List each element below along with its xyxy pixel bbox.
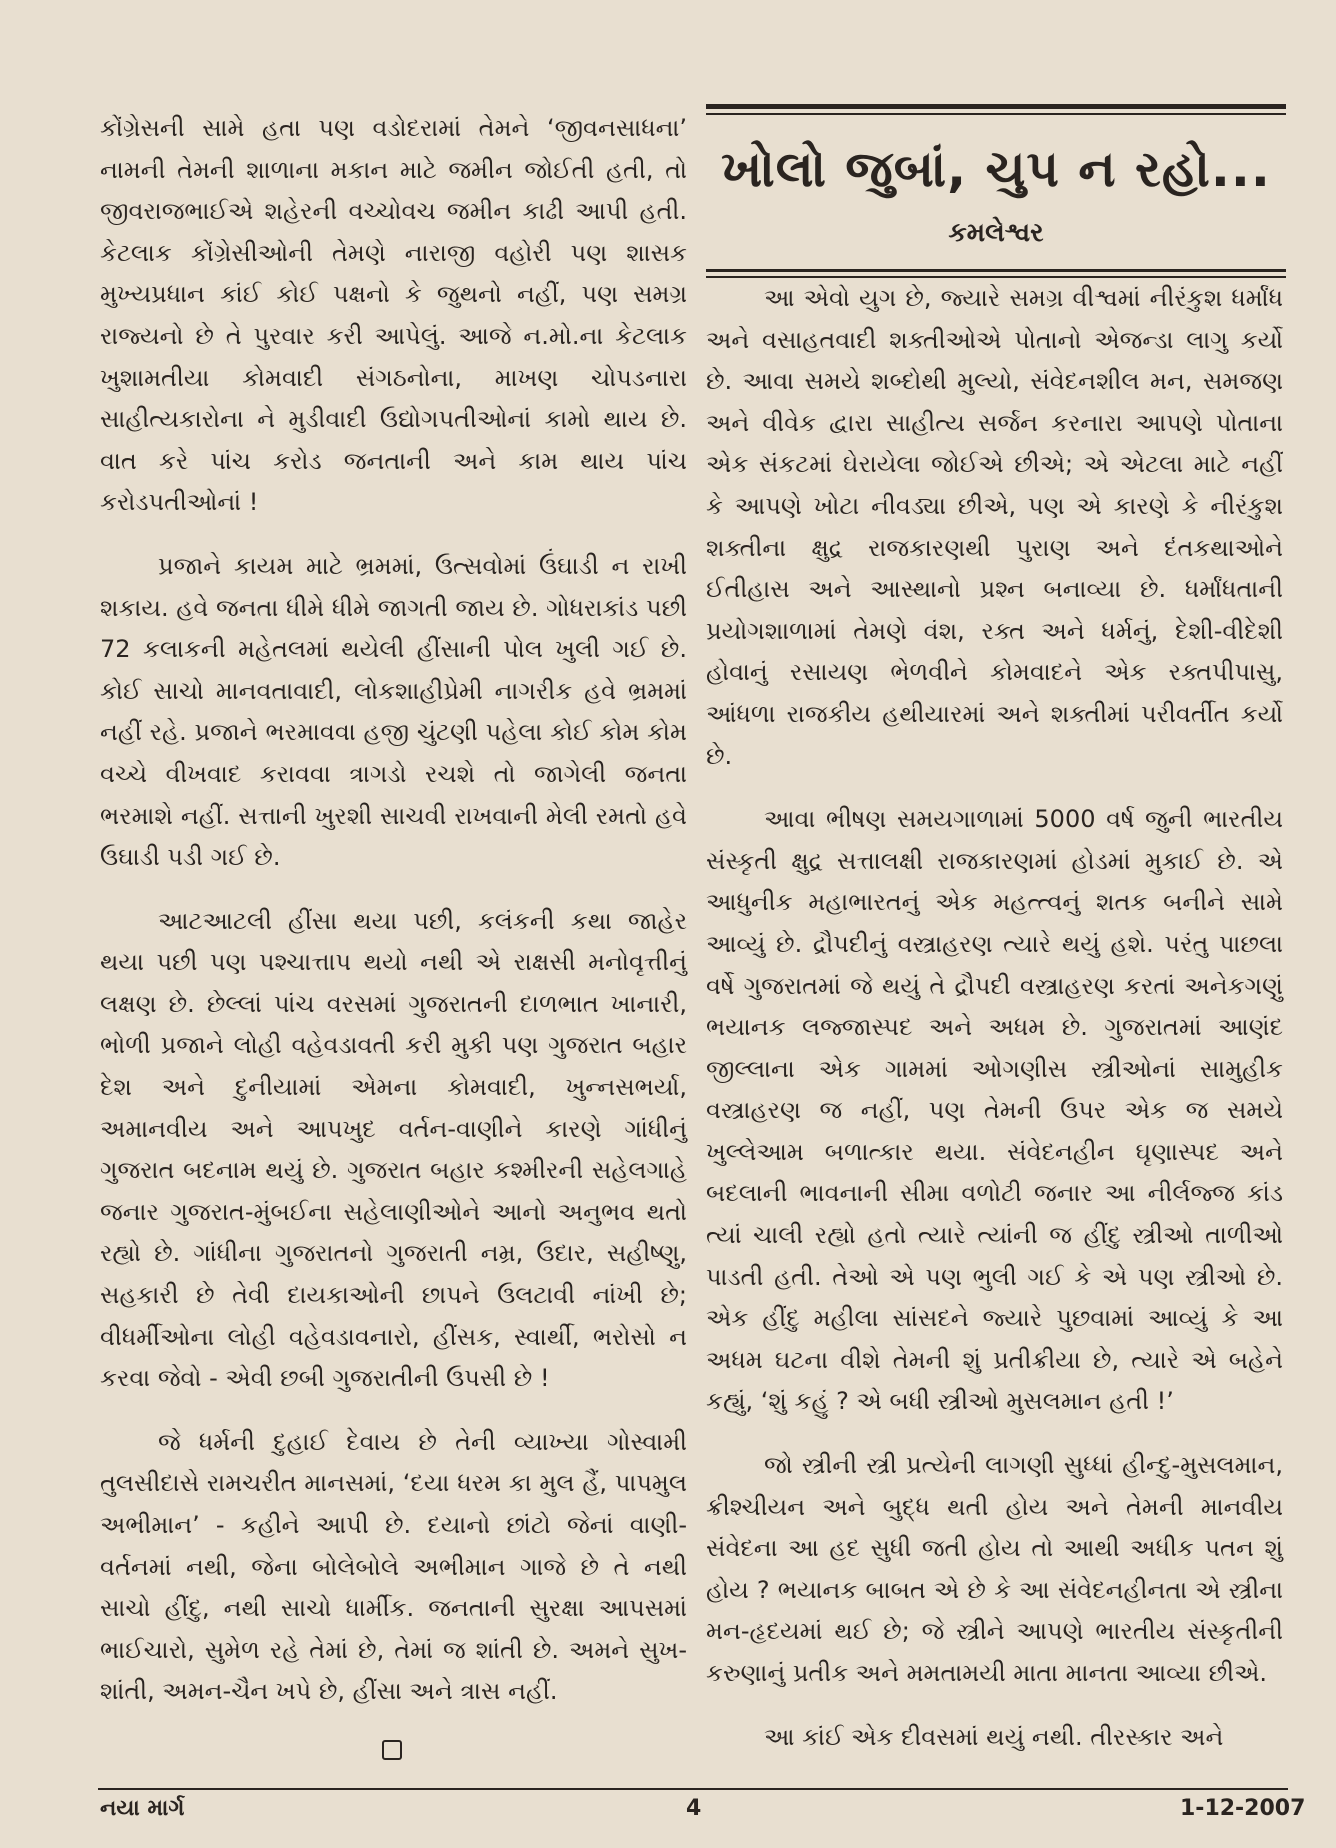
page-number: 4 bbox=[686, 1796, 702, 1821]
paragraph: આટઆટલી હીંસા થયા પછી, કલંકની કથા જાહેર થયા પછી પણ પશ્ચાત્તાપ થયો નથી એ રાક્ષસી મનોવૃત્તીનું લક્ષણ છે. છેલ્લાં પાંચ વરસમાં ગુજરાતની દાળભાત ખાનારી, ભોળી પ્રજાને લોહી વહેવડાવતી કરી મુકી પણ ગુજરાત બહાર દેશ અને દુનીયામાં એમના કોમવાદી, ખુન્નસભર્યા, અમાનવીય અને આપખુદ વર્તન-વાણીને કારણે ગાંધીનું ગુજરાત બદનામ થયું છે. ગુજરાત બહાર કશ્મીરની સહેલગાહે જનાર ગુજરાત-મુંબઈના સહેલાણીઓને આનો અનુભવ થતો રહ્યો છે. ગાંધીના ગુજરાતનો ગુજરાતી નમ્ર, ઉદાર, સહીષ્ણુ, સહકારી છે તેવી દાયકાઓની છાપને ઉલટાવી નાંખી છે; વીધર્મીઓના લોહી વહેવડાવનારો, હીંસક, સ્વાર્થી, ભરોસો ન કરવા જેવો - એવી છબી ગુજરાતીની ઉપસી છે ! bbox=[100, 906, 687, 1393]
article-title: ખોલો જુબાં, ચુપ ન રહો... bbox=[721, 140, 1271, 198]
footer-magazine-name: નયા માર્ગ bbox=[100, 1796, 185, 1821]
left-column bbox=[100, 108, 687, 1735]
divider bbox=[706, 113, 1286, 115]
paragraph: પ્રજાને કાયમ માટે ભ્રમમાં, ઉત્સવોમાં ઉંઘાડી ન રાખી શકાય. હવે જનતા ધીમે ધીમે જાગતી જાય છે. ગોધરાકાંડ પછી 72 કલાકની મહેતલમાં થયેલી હીંસાની પોલ ખુલી ગઈ છે. કોઈ સાચો માનવતાવાદી, લોકશાહીપ્રેમી નાગરીક હવે ભ્રમમાં નહીં રહે. પ્રજાને ભરમાવવા હજી ચુંટણી પહેલા કોઈ કોમ કોમ વચ્ચે વીખવાદ કરાવવા ત્રાગડો રચશે તો જાગેલી જનતા ભરમાશે નહીં. સત્તાની ખુરશી સાચવી રાખવાની મેલી રમતો હવે ઉઘાડી પડી ગઈ છે. bbox=[100, 551, 687, 872]
end-of-article-mark bbox=[382, 1740, 402, 1760]
issue-date: 1-12-2007 bbox=[1180, 1796, 1306, 1821]
paragraph: આ એવો યુગ છે, જ્યારે સમગ્ર વીશ્વમાં નીરંકુશ ધર્માંધ અને વસાહતવાદી શક્તીઓએ પોતાનો એજન્ડા લાગુ કર્યો છે. આવા સમયે શબ્દોથી મુલ્યો, સંવેદનશીલ મન, સમજણ અને વીવેક દ્વારા સાહીત્ય સર્જન કરનારા આપણે પોતાના એક સંકટમાં ઘેરાયેલા જોઈએ છીએ; એ એટલા માટે નહીં કે આપણે ખોટા નીવડ્યા છીએ, પણ એ કારણે કે નીરંકુશ શક્તીના ક્ષુદ્ર રાજકારણથી પુરાણ અને દંતકથાઓને ઈતીહાસ અને આસ્થાનો પ્રશ્ન બનાવ્યા છે. ધર્માંધતાની પ્રયોગશાળામાં તેમણે વંશ, રક્ત અને ધર્મનું, દેશી-વીદેશી હોવાનું રસાયણ ભેળવીને કોમવાદને એક રક્તપીપાસુ, આંધળા રાજકીય હથીયારમાં અને શક્તીમાં પરીવર્તીત કર્યો છે. bbox=[706, 284, 1283, 770]
article-header bbox=[706, 104, 1286, 278]
footer-divider bbox=[98, 1788, 1288, 1790]
right-column bbox=[706, 278, 1283, 1780]
paragraph: આ કાંઈ એક દીવસમાં થયું નથી. તીરસ્કાર અને bbox=[764, 1722, 1224, 1751]
paragraph: આવા ભીષણ સમયગાળામાં 5000 વર્ષ જુની ભારતીય સંસ્કૃતી ક્ષુદ્ર સત્તાલક્ષી રાજકારણમાં હોડમાં મુકાઈ છે. એ આધુનીક મહાભારતનું એક મહત્ત્વનું શતક બનીને સામે આવ્યું છે. દ્રૌપદીનું વસ્ત્રાહરણ ત્યારે થયું હશે. પરંતુ પાછલા વર્ષે ગુજરાતમાં જે થયું તે દ્રૌપદી વસ્ત્રાહરણ કરતાં અનેકગણું ભયાનક લજ્જાસ્પદ અને અધમ છે. ગુજરાતમાં આણંદ જીલ્લાના એક ગામમાં ઓગણીસ સ્ત્રીઓનાં સામુહીક વસ્ત્રાહરણ જ નહીં, પણ તેમની ઉપર એક જ સમયે ખુલ્લેઆમ બળાત્કાર થયા. સંવેદનહીન ઘૃણાસ્પદ અને બદલાની ભાવનાની સીમા વળોટી જનાર આ નીર્લજ્જ કાંડ ત્યાં ચાલી રહ્યો હતો ત્યારે ત્યાંની જ હીંદુ સ્ત્રીઓ તાળીઓ પાડતી હતી. તેઓ એ પણ ભુલી ગઈ કે એ પણ સ્ત્રીઓ છે. એક હીંદુ મહીલા સાંસદને જ્યારે પુછવામાં આવ્યું કે આ અધમ ઘટના વીશે તેમની શું પ્રતીક્રીયા છે, ત્યારે એ બહેને કહ્યું, ‘શું કહું ? એ બધી સ્ત્રીઓ મુસલમાન હતી !’ bbox=[706, 805, 1283, 1416]
paragraph: કોંગ્રેસની સામે હતા પણ વડોદરામાં તેમને ‘જીવનસાધના’ નામની તેમની શાળાના મકાન માટે જમીન જોઈતી હતી, તો જીવરાજભાઈએ શહેરની વચ્ચોવચ જમીન કાઢી આપી હતી. કેટલાક કોંગ્રેસીઓની તેમણે નારાજી વહોરી પણ શાસક મુખ્યપ્રધાન કાંઈ કોઈ પક્ષનો કે જુથનો નહીં, પણ સમગ્ર રાજ્યનો છે તે પુરવાર કરી આપેલું. આજે ન.મો.ના કેટલાક ખુશામતીયા કોમવાદી સંગઠનોના, માખણ ચોપડનારા સાહીત્યકારોના ને મુડીવાદી ઉદ્યોગપતીઓનાં કામો થાય છે. વાત કરે પાંચ કરોડ જનતાની અને કામ થાય પાંચ કરોડપતીઓનાં ! bbox=[100, 114, 687, 517]
divider bbox=[706, 104, 1286, 109]
divider bbox=[706, 269, 1286, 272]
paragraph: જો સ્ત્રીની સ્ત્રી પ્રત્યેની લાગણી સુધ્ધાં હીન્દુ-મુસલમાન, ક્રીશ્ચીયન અને બુદ્ધ થતી હોય અને તેમની માનવીય સંવેદના આ હદ સુધી જતી હોય તો આથી અધીક પતન શું હોય ? ભયાનક બાબત એ છે કે આ સંવેદનહીનતા એ સ્ત્રીના મન-હૃદયમાં થઈ છે; જે સ્ત્રીને આપણે ભારતીય સંસ્કૃતીની કરુણાનું પ્રતીક અને મમતામયી માતા માનતા આવ્યા છીએ. bbox=[706, 1451, 1283, 1687]
paragraph: જે ધર્મની દુહાઈ દેવાય છે તેની વ્યાખ્યા ગોસ્વામી તુલસીદાસે રામચરીત માનસમાં, ‘દયા ધરમ કા મુલ હૈં, પાપમુલ અભીમાન’ - કહીને આપી છે. દયાનો છાંટો જેનાં વાણી-વર્તનમાં નથી, જેના બોલેબોલે અભીમાન ગાજે છે તે નથી સાચો હીંદુ, નથી સાચો ધાર્મીક. જનતાની સુરક્ષા આપસમાં ભાઈચારો, સુમેળ રહે તેમાં છે, તેમાં જ શાંતી છે. અમને સુખ-શાંતી, અમન-ચૈન ખપે છે, હીંસા અને ત્રાસ નહીં. bbox=[100, 1427, 687, 1706]
article-author: કમલેશ્વર bbox=[948, 218, 1044, 248]
